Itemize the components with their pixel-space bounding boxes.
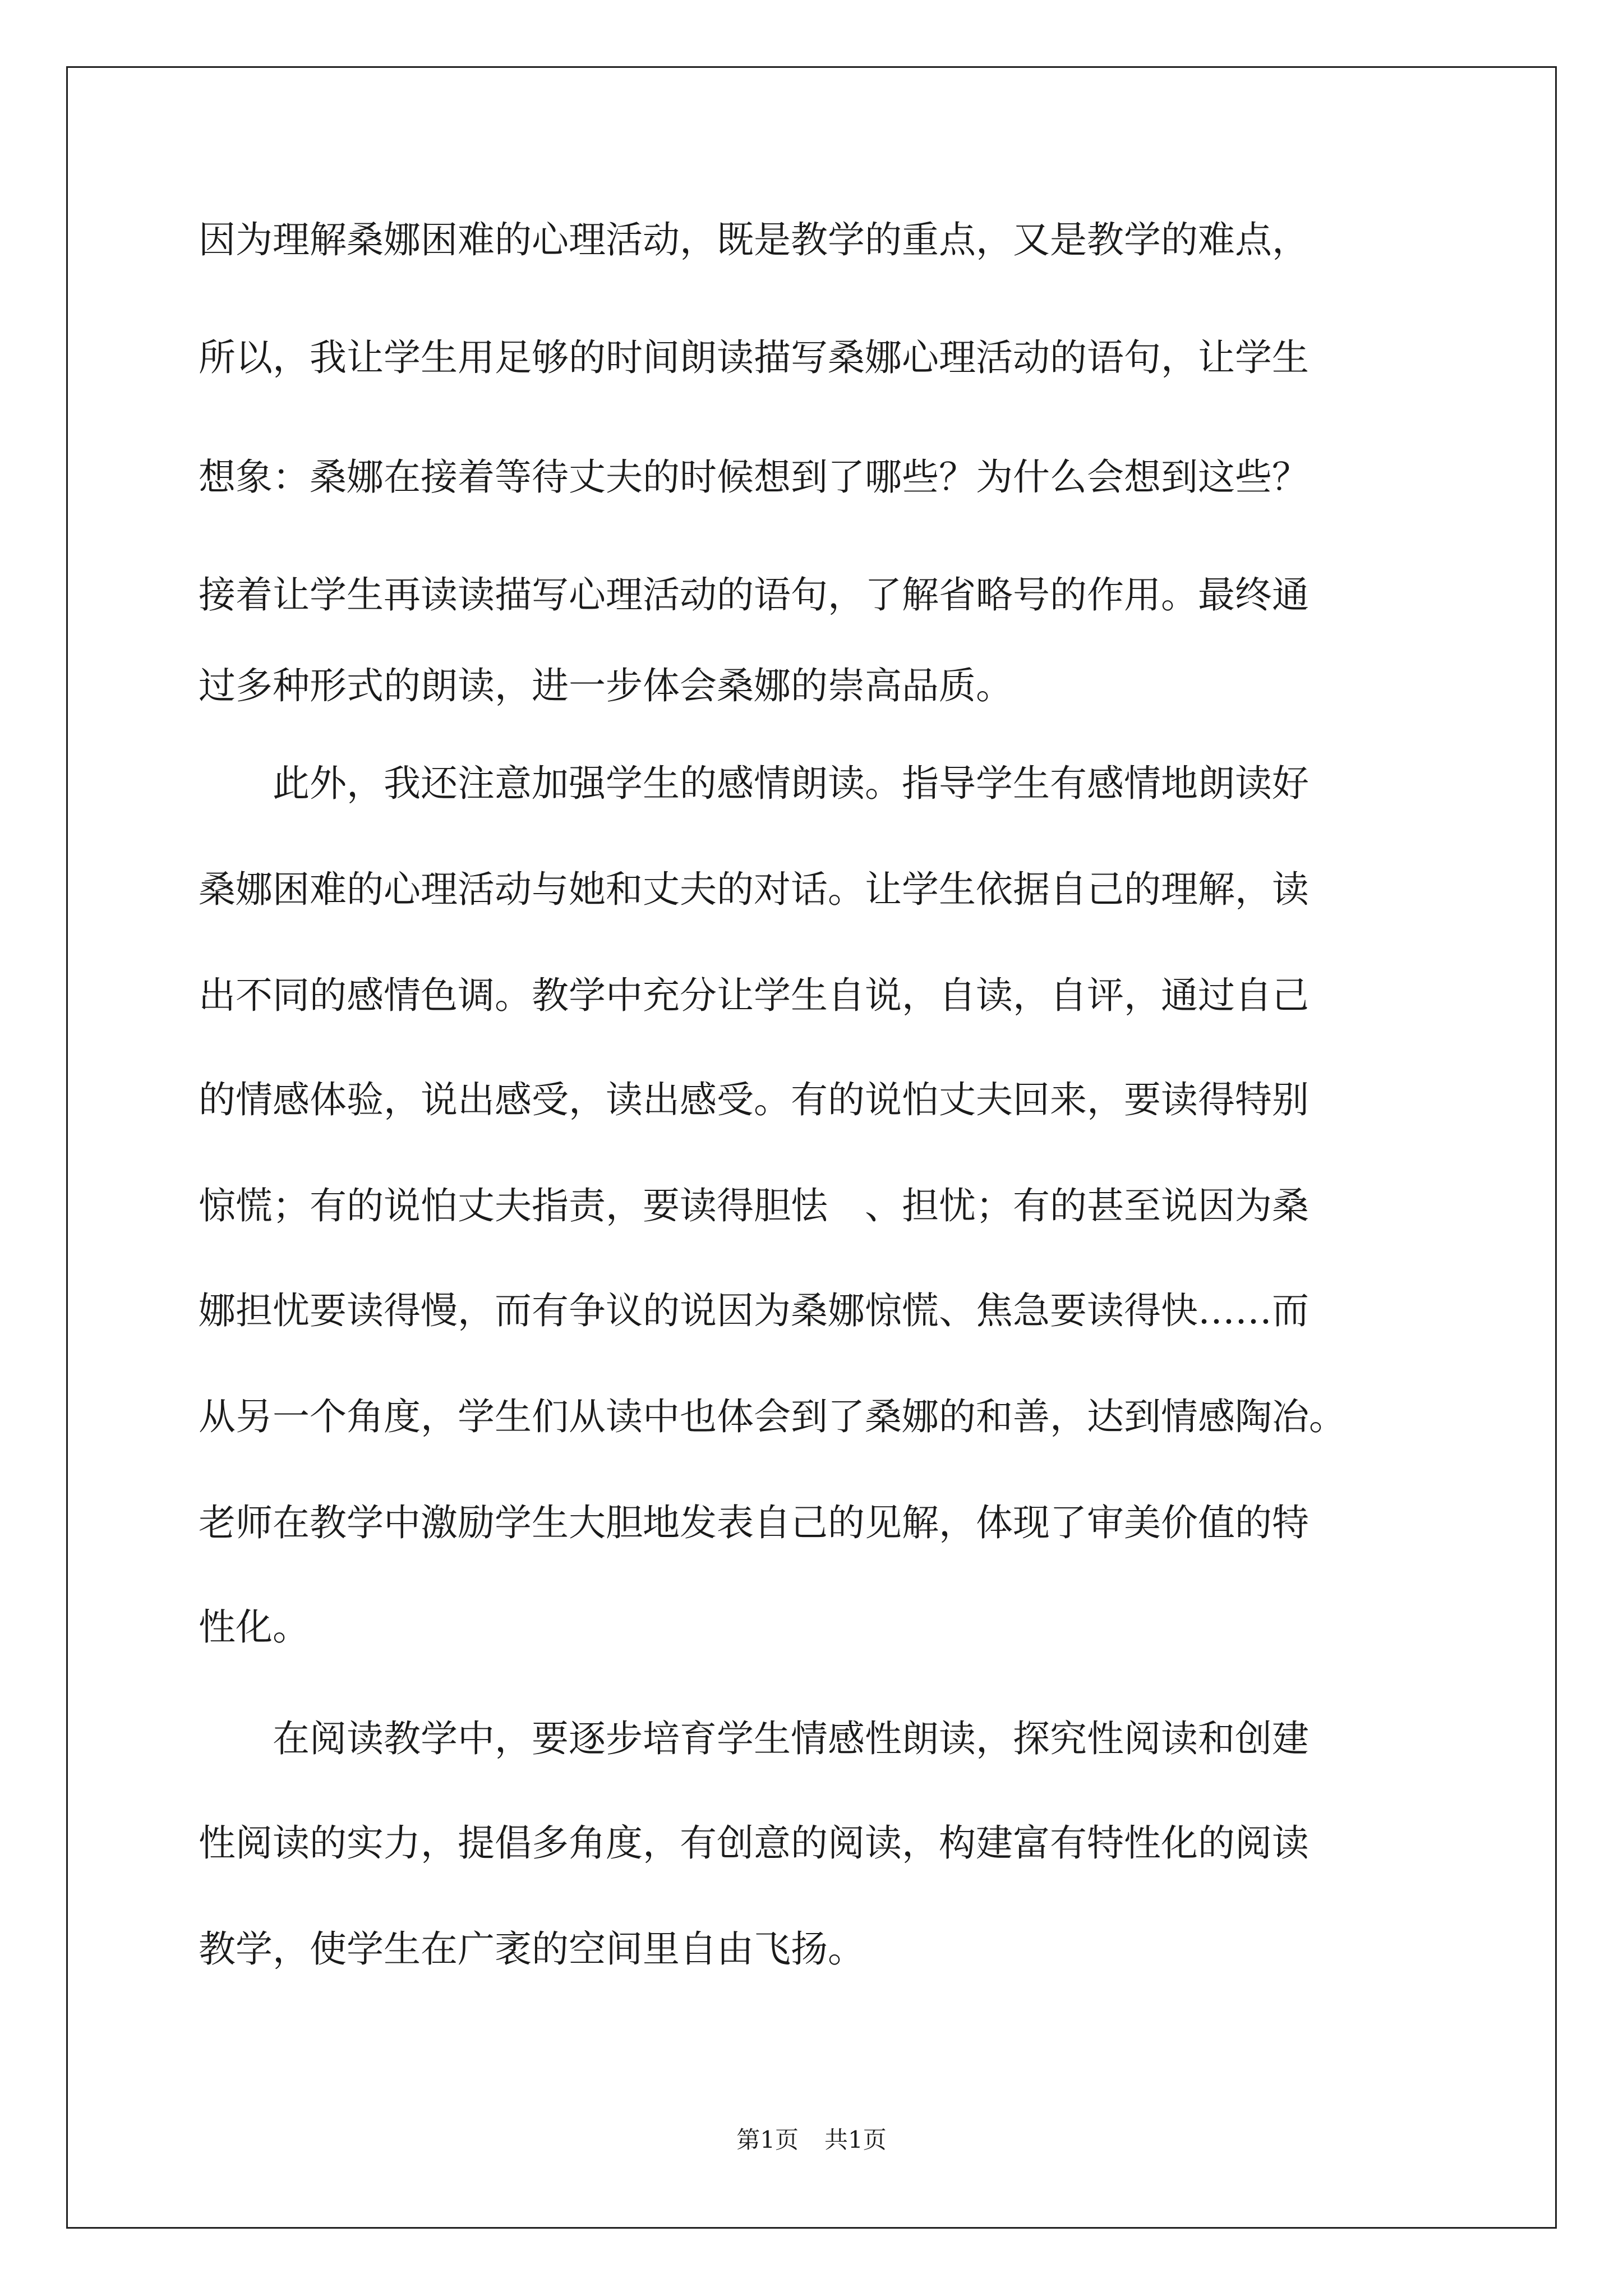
text-line: 惊慌；有的说怕丈夫指责，要读得胆怯 、担忧；有的甚至说因为桑	[199, 1184, 1309, 1227]
page-footer	[0, 2123, 1623, 2157]
text-line: 接着让学生再读读描写心理活动的语句，了解省略号的作用。最终通	[199, 573, 1309, 616]
text-line: 的情感体验，说出感受，读出感受。有的说怕丈夫回来，要读得特别	[199, 1078, 1309, 1121]
text-line: 此外，我还注意加强学生的感情朗读。指导学生有感情地朗读好	[199, 762, 1309, 805]
text-line: 教学，使学生在广袤的空间里自由飞扬。	[199, 1927, 865, 1971]
text-line: 想象：桑娜在接着等待丈夫的时候想到了哪些？为什么会想到这些？	[199, 455, 1309, 499]
text-line: 过多种形式的朗读，进一步体会桑娜的崇高品质。	[199, 664, 1013, 707]
text-line: 性化。	[199, 1605, 310, 1649]
text-line: 在阅读教学中，要逐步培育学生情感性朗读，探究性阅读和创建	[199, 1717, 1309, 1760]
text-line: 桑娜困难的心理活动与她和丈夫的对话。让学生依据自己的理解，读	[199, 868, 1309, 911]
text-line: 出不同的感情色调。教学中充分让学生自说，自读，自评，通过自己	[199, 974, 1309, 1017]
text-line: 老师在教学中激励学生大胆地发表自己的见解，体现了审美价值的特	[199, 1501, 1309, 1544]
page-number-total: 共1页	[824, 2126, 887, 2154]
text-line: 所以，我让学生用足够的时间朗读描写桑娜心理活动的语句，让学生	[199, 336, 1309, 379]
page-number-current: 第1页	[736, 2126, 799, 2154]
text-line: 娜担忧要读得慢，而有争议的说因为桑娜惊慌、焦急要读得快……而	[199, 1289, 1309, 1332]
text-line: 因为理解桑娜困难的心理活动，既是教学的重点，又是教学的难点，	[199, 218, 1309, 261]
text-line: 性阅读的实力，提倡多角度，有创意的阅读，构建富有特性化的阅读	[199, 1821, 1309, 1865]
text-line: 从另一个角度，学生们从读中也体会到了桑娜的和善，达到情感陶冶。	[199, 1395, 1346, 1438]
